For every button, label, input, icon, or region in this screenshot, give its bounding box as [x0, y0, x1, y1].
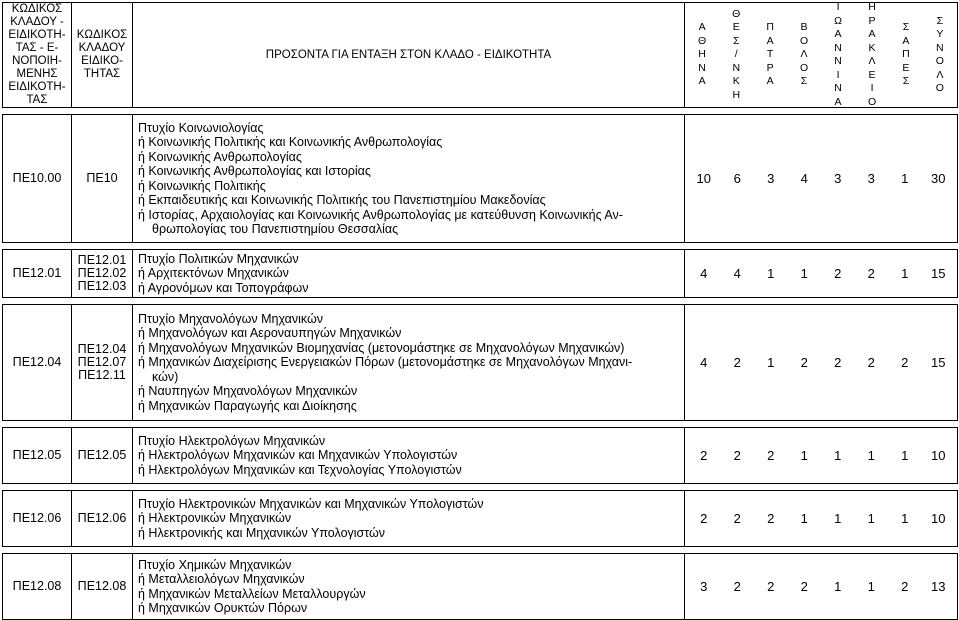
degree-line: ή Ηλεκτρονικής και Μηχανικών Υπολογιστών: [138, 525, 386, 540]
specialty-codes: [72, 115, 133, 243]
qualifications-cell: [133, 554, 685, 620]
header-qualifications: ΠΡΟΣΟΝΤΑ ΓΙΑ ΕΝΤΑΞΗ ΣΤΟΝ ΚΛΑΔΟ - ΕΙΔΙΚΟΤΗΤΑ: [133, 3, 685, 108]
score-value: 1: [800, 266, 808, 281]
category-code: ΠΕ12.08: [3, 554, 72, 620]
header-scores: [685, 3, 958, 108]
score-value: 2: [767, 579, 775, 594]
specialty-code: ΠΕ12.05: [77, 448, 127, 462]
score-value: 4: [800, 171, 808, 186]
table-row: [3, 428, 958, 484]
score-value: 2: [834, 266, 842, 281]
score-value: 3: [700, 579, 708, 594]
specialty-codes: [72, 491, 133, 547]
score-value: 1: [867, 579, 875, 594]
degree-line: ή Ηλεκτρολόγων Μηχανικών και Τεχνολογίας Υπολογιστών: [138, 462, 462, 477]
spacer-row: [3, 484, 958, 491]
category-code: ΠΕ10.00: [3, 115, 72, 243]
table-row: [3, 491, 958, 547]
score-value: 2: [800, 579, 808, 594]
score-value: 1: [800, 448, 808, 463]
score-value: 2: [867, 355, 875, 370]
degree-line: ή Μηχανικών Παραγωγής και Διοίκησης: [138, 398, 357, 413]
score-value: 2: [867, 266, 875, 281]
score-value: 1: [901, 266, 909, 281]
table-row: [3, 554, 958, 620]
degree-line: θρωπολογίας του Πανεπιστημίου Θεσσαλίας: [152, 222, 399, 236]
score-value: 4: [733, 266, 741, 281]
specialty-code: ΠΕ12.04: [77, 342, 127, 356]
specialty-code: ΠΕ12.08: [77, 579, 127, 593]
score-value: 2: [733, 511, 741, 526]
category-code: ΠΕ12.06: [3, 491, 72, 547]
scores-cell: [685, 115, 958, 243]
specialty-code: ΠΕ12.01: [77, 253, 127, 267]
degree-line: ή Αρχιτεκτόνων Μηχανικών: [138, 266, 289, 281]
degree-line: Πτυχίο Ηλεκτρολόγων Μηχανικών: [138, 433, 326, 448]
score-value: 1: [767, 266, 775, 281]
specialty-code: ΠΕ12.03: [77, 279, 127, 293]
degree-line: ή Ναυπηγών Μηχανολόγων Μηχανικών: [138, 384, 358, 399]
specialty-code: ΠΕ10: [86, 171, 118, 185]
degree-line: ή Μηχανικών Ορυκτών Πόρων: [138, 601, 308, 615]
score-value: 1: [800, 511, 808, 526]
spacer-row: [3, 547, 958, 554]
score-value: 2: [733, 579, 741, 594]
score-value: 4: [700, 355, 708, 370]
specialty-code: ΠΕ12.11: [78, 368, 126, 382]
score-value: 1: [867, 448, 875, 463]
score-value: 2: [901, 355, 909, 370]
score-value: 1: [767, 355, 775, 370]
score-header-4: Β Ο Λ Ο Σ: [799, 21, 809, 88]
score-value: 1: [834, 579, 842, 594]
qualifications-cell: [133, 305, 685, 421]
specialty-code: ΠΕ12.07: [77, 355, 127, 369]
qualifications-cell: [133, 250, 685, 298]
specialty-code: ΠΕ12.06: [77, 511, 127, 525]
degree-line: ή Ιστορίας, Αρχαιολογίας και Κοινωνικής Ανθρωπολογίας με κατεύθυνση Κοινωνικής Αν-: [138, 207, 623, 222]
score-value: 2: [901, 579, 909, 594]
degree-line: ή Μηχανολόγων και Αεροναυπηγών Μηχανικών: [138, 326, 402, 341]
score-value: 2: [733, 448, 741, 463]
degree-line: ή Κοινωνικής Ανθρωπολογίας και Ιστορίας: [138, 164, 371, 178]
score-value: 1: [834, 448, 842, 463]
score-header-5: Ι Ω Α Ν Ν Ι Ν Α: [834, 1, 842, 108]
qualifications-cell: [133, 428, 685, 484]
spacer-row: [3, 298, 958, 305]
category-code: ΠΕ12.05: [3, 428, 72, 484]
score-value: 3: [767, 171, 775, 186]
score-header-8: Σ Υ Ν Ο Λ Ο: [935, 14, 944, 94]
scores-cell: [685, 305, 958, 421]
score-value: 1: [901, 511, 909, 526]
score-value: 2: [700, 511, 708, 526]
score-value: 10: [931, 511, 946, 526]
degree-line: ή Ηλεκτρολόγων Μηχανικών και Μηχανικών Υπολογιστών: [138, 448, 458, 463]
specialty-codes: [72, 305, 133, 421]
score-value: 10: [931, 448, 946, 463]
score-value: 3: [867, 171, 875, 186]
score-value: 4: [700, 266, 708, 281]
qualifications-cell: [133, 491, 685, 547]
score-value: 30: [931, 171, 946, 186]
degree-line: Πτυχίο Ηλεκτρονικών Μηχανικών και Μηχανικών Υπολογιστών: [138, 496, 484, 511]
score-value: 6: [733, 171, 741, 186]
score-value: 1: [834, 511, 842, 526]
spacer-row: [3, 108, 958, 115]
specialty-codes: [72, 250, 133, 298]
score-value: 2: [767, 511, 775, 526]
score-value: 2: [700, 448, 708, 463]
score-header-3: Π Α Τ Ρ Α: [766, 21, 774, 88]
category-code: ΠΕ12.04: [3, 305, 72, 421]
score-header-2: Θ Ε Σ / Ν Κ Η: [732, 7, 741, 101]
score-value: 1: [901, 171, 909, 186]
score-value: 2: [767, 448, 775, 463]
score-header-1: Α Θ Η Ν Α: [698, 21, 707, 88]
score-value: 10: [696, 171, 711, 186]
score-value: 15: [931, 266, 946, 281]
score-value: 2: [834, 355, 842, 370]
degree-line: Πτυχίο Πολιτικών Μηχανικών: [138, 251, 299, 266]
score-value: 13: [931, 579, 946, 594]
degree-line: ή Αγρονόμων και Τοπογράφων: [138, 280, 309, 295]
degree-line: ή Κοινωνικής Ανθρωπολογίας: [138, 149, 302, 164]
degree-line: ή Μεταλλειολόγων Μηχανικών: [138, 572, 305, 586]
specialty-codes: [72, 554, 133, 620]
degree-line: κών): [152, 369, 179, 384]
score-header-7: Σ Α Π Ε Σ: [902, 21, 910, 88]
score-value: 15: [931, 355, 946, 370]
criteria-table: [2, 2, 958, 620]
degree-line: ή Κοινωνικής Πολιτικής και Κοινωνικής Ανθρωπολογίας: [138, 135, 443, 149]
degree-line: Πτυχίο Κοινωνιολογίας: [138, 120, 264, 135]
header-specialty-code: ΚΩΔΙΚΟΣ ΚΛΑΔΟΥ ΕΙΔΙΚΟ- ΤΗΤΑΣ: [72, 3, 133, 108]
degree-line: ή Μηχανικών Διαχείρισης Ενεργειακών Πόρων (μετονομάστηκε σε Μηχανολόγων Μηχανι-: [138, 355, 633, 370]
score-value: 1: [867, 511, 875, 526]
table-row: [3, 250, 958, 298]
degree-line: ή Ηλεκτρονικών Μηχανικών: [138, 511, 292, 526]
score-value: 2: [733, 355, 741, 370]
scores-cell: [685, 491, 958, 547]
degree-line: ή Εκπαιδευτικής και Κοινωνικής Πολιτικής του Πανεπιστημίου Μακεδονίας: [138, 193, 546, 207]
degree-line: ή Μηχανολόγων Μηχανικών Βιομηχανίας (μετονομάστηκε σε Μηχανολόγων Μηχανικών): [138, 340, 625, 355]
scores-cell: [685, 428, 958, 484]
header-row: [3, 3, 958, 108]
score-value: 3: [834, 171, 842, 186]
degree-line: Πτυχίο Χημικών Μηχανικών: [138, 557, 292, 572]
scores-cell: [685, 554, 958, 620]
specialty-code: ΠΕ12.02: [77, 266, 127, 280]
score-header-6: Η Ρ Α Κ Λ Ε Ι Ο: [867, 1, 877, 108]
specialty-codes: [72, 428, 133, 484]
degree-line: ή Κοινωνικής Πολιτικής: [138, 178, 266, 193]
table-row: [3, 305, 958, 421]
score-value: 1: [901, 448, 909, 463]
degree-line: Πτυχίο Μηχανολόγων Μηχανικών: [138, 311, 324, 326]
scores-cell: [685, 250, 958, 298]
degree-line: ή Μηχανικών Μεταλλείων Μεταλλουργών: [138, 586, 366, 601]
category-code: ΠΕ12.01: [3, 250, 72, 298]
header-category-code: ΚΩΔΙΚΟΣ ΚΛΑΔΟΥ - ΕΙΔΙΚΟΤΗ- ΤΑΣ - Ε- ΝΟΠΟΙΗ- ΜΕΝΗΣ ΕΙΔΙΚΟΤΗ- ΤΑΣ: [3, 3, 72, 108]
qualifications-cell: [133, 115, 685, 243]
score-value: 2: [800, 355, 808, 370]
spacer-row: [3, 243, 958, 250]
spacer-row: [3, 421, 958, 428]
table-row: [3, 115, 958, 243]
